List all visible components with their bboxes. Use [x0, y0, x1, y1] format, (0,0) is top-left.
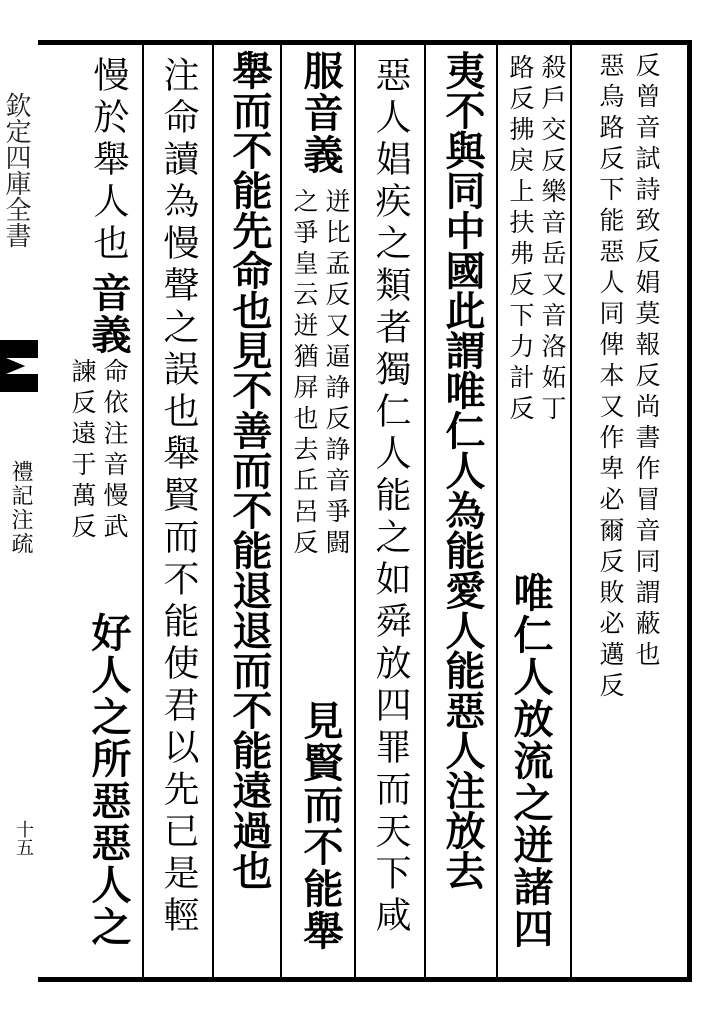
column-rule: [570, 45, 572, 982]
margin-leaf-number: 十五: [13, 820, 34, 856]
fishtail-mark: [0, 340, 38, 392]
commentary-line: 之爭皇云迸猶屏也去丘呂反: [290, 188, 319, 560]
commentary-line: 殺戶交反樂音岳又音洛妬丁: [538, 54, 567, 426]
main-text-line: 好人之所惡惡人之: [85, 612, 132, 948]
commentary-line: 路反拂戾上扶弗反下力計反: [506, 54, 535, 426]
main-text-line: 夷不與同中國此謂唯仁人為能愛人能惡人注放去: [439, 50, 486, 890]
commentary-line: 慢於舉人也: [88, 56, 129, 266]
column-rule: [424, 45, 426, 982]
section-label: 服音義: [297, 50, 344, 176]
margin-collection-title: 欽定四庫全書: [1, 92, 31, 248]
commentary-line: 迸比孟反又逼諍反諍音爭闘: [322, 188, 351, 560]
page-margin: [0, 40, 38, 982]
commentary-line: 命依注音慢武: [100, 358, 129, 544]
commentary-line: 反曾音試詩致反娟莫報反尚書作冒音同謂蔽也: [632, 52, 661, 672]
column-rule: [212, 45, 214, 982]
main-text-line: 舉而不能先命也見不善而不能退退而不能遠過也: [226, 50, 273, 890]
column-rule: [496, 45, 498, 982]
column-rule: [280, 45, 282, 982]
commentary-line: 惡人娼疾之類者獨仁人能之如舜放四罪而天下咸: [370, 56, 411, 938]
column-rule: [354, 45, 356, 982]
main-text-line: 唯仁人放流之迸諸四: [507, 572, 554, 950]
main-text-line: 見賢而不能舉: [297, 700, 344, 952]
margin-book-title: 禮記注疏: [8, 460, 33, 556]
section-label: 音義: [85, 272, 132, 356]
commentary-line: 注命讀為慢聲之誤也舉賢而不能使君以先已是輕: [158, 56, 199, 938]
commentary-line: 惡烏路反下能惡人同俾本又作卑必爾反敗必邁反: [596, 52, 625, 703]
page-border: [38, 40, 692, 982]
column-rule: [142, 45, 144, 982]
commentary-line: 諫反遠于萬反: [68, 358, 97, 544]
